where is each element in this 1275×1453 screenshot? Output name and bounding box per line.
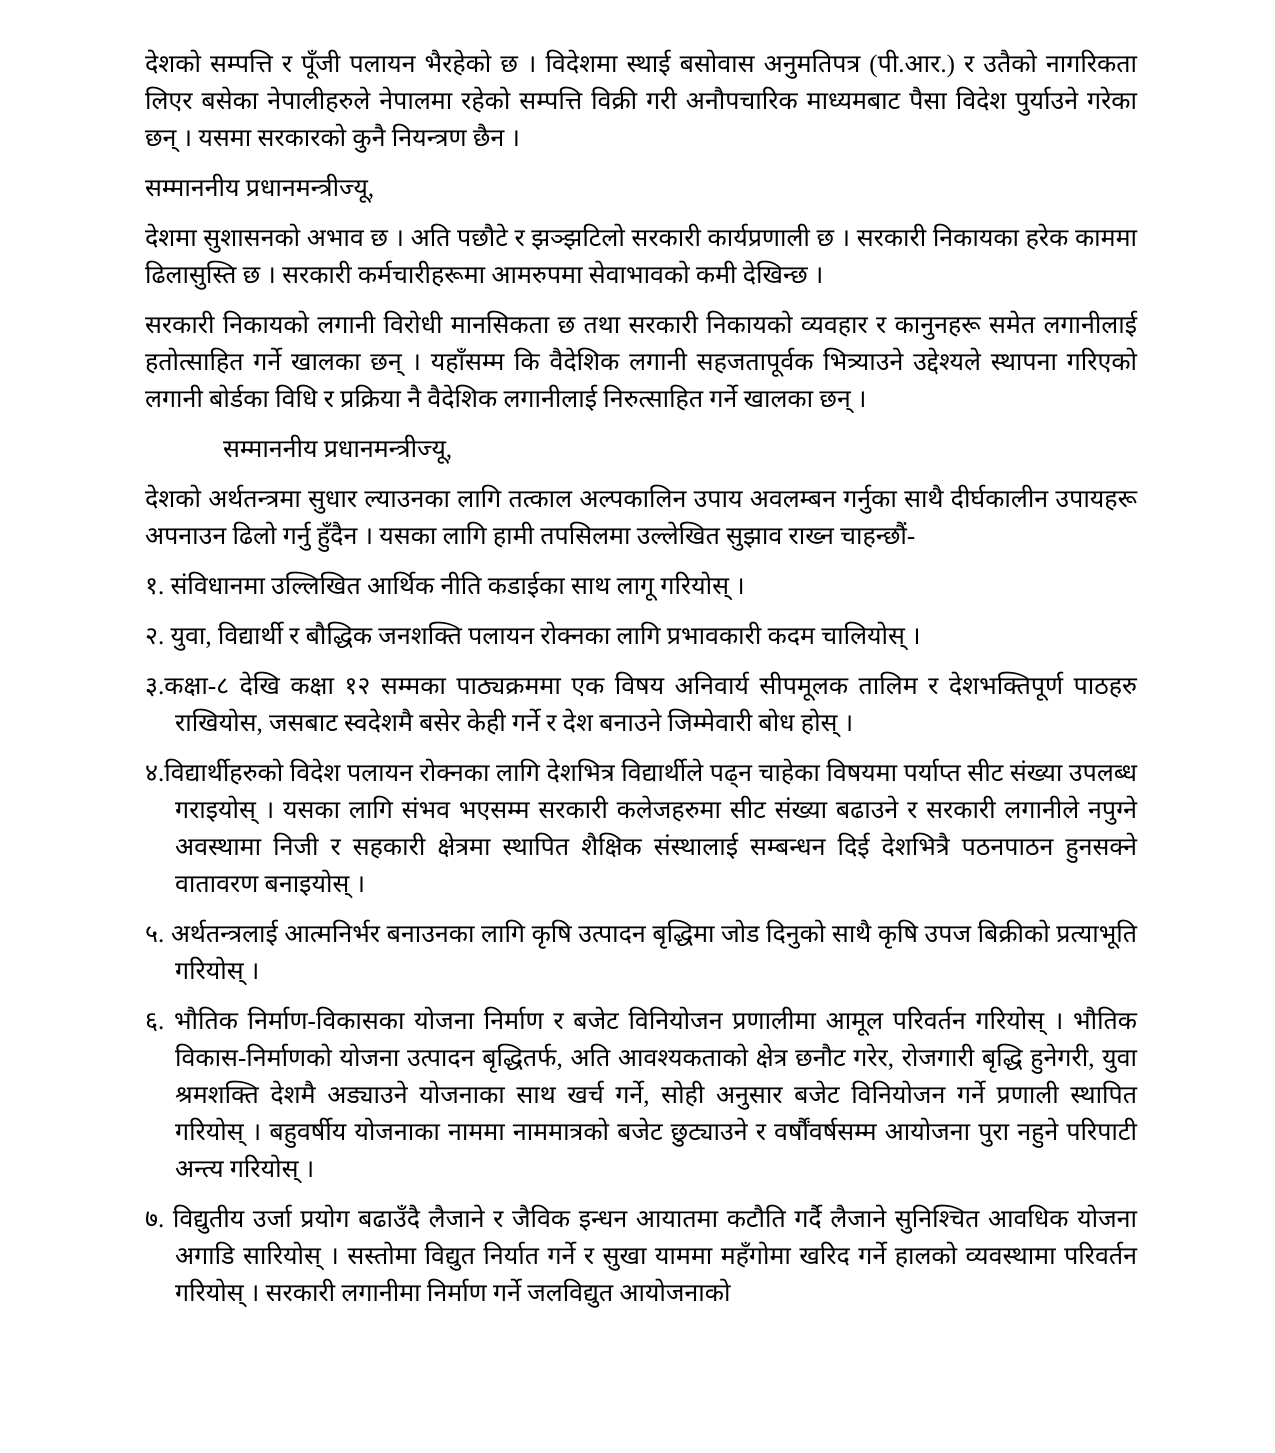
list-item-4-student-seats: ४.विद्यार्थीहरुको विदेश पलायन रोक्नका लागि देशभित्र विद्यार्थीले पढ्न चाहेका विषयमा पर्याप्त सीट संख्या उपलब्ध गराइयोस् । यसका लागि संभव भएसम्म सरकारी कलेजहरुमा सीट संख्या बढाउने र सरकारी लगानीले नपुग्ने अवस्थामा निजी र सहकारी क्षेत्रमा स्थापित शैक्षिक संस्थालाई सम्बन्धन दिई देशभित्रै पठनपाठन हुनसक्ने वातावरण बनाइयोस् । [145, 760, 1137, 898]
list-item-2-stop-brain-drain: २. युवा, विद्यार्थी र बौद्धिक जनशक्ति पलायन रोक्नका लागि प्रभावकारी कदम चालियोस् । [145, 623, 921, 650]
list-item-1-constitution-economic-policy: १. संविधानमा उल्लिखित आर्थिक नीति कडाईका साथ लागू गरियोस् । [145, 573, 745, 600]
list-item-3-curriculum-skill-training: ३.कक्षा-८ देखि कक्षा १२ सम्मका पाठ्यक्रममा एक विषय अनिवार्य सीपमूलक तालिम र देशभक्तिपूर्ण पाठहरु राखियोस, जसबाट स्वदेशमै बसेर केही गर्ने र देश बनाउने जिम्मेवारी बोध होस् । [145, 673, 1137, 737]
salutation-pm-1: सम्माननीय प्रधानमन्त्रीज्यू, [145, 175, 375, 202]
list-item-7-electric-energy: ७. विद्युतीय उर्जा प्रयोग बढाउँदै लैजाने र जैविक इन्धन आयातमा कटौति गर्दै लैजाने सुनिश्चित आवधिक योजना अगाडि सारियोस् । सस्तोमा विद्युत निर्यात गर्ने र सुखा याममा महँगोमा खरिद गर्ने हालको व्यवस्थामा परिवर्तन गरियोस् । सरकारी लगानीमा निर्माण गर्ने जलविद्युत आयोजनाको [145, 1206, 1137, 1307]
list-item-6-budget-allocation-reform: ६. भौतिक निर्माण-विकासका योजना निर्माण र बजेट विनियोजन प्रणालीमा आमूल परिवर्तन गरियोस् । भौतिक विकास-निर्माणको योजना उत्पादन बृद्धितर्फ, अति आवश्यकताको क्षेत्र छनौट गरेर, रोजगारी बृद्धि हुनेगरी, युवा श्रमशक्ति देशमै अड्याउने योजनाका साथ खर्च गर्ने, सोही अनुसार बजेट विनियोजन गर्ने प्रणाली स्थापित गरियोस् । बहुवर्षीय योजनाका नाममा नाममात्रको बजेट छुट्याउने र वर्षौंवर्षसम्म आयोजना पुरा नहुने परिपाटी अन्त्य गरियोस् । [145, 1008, 1137, 1183]
paragraph-capital-flight: देशको सम्पत्ति र पूँजी पलायन भैरहेको छ । विदेशमा स्थाई बसोवास अनुमतिपत्र (पी.आर.) र उतैको नागरिकता लिएर बसेका नेपालीहरुले नेपालमा रहेको सम्पत्ति विक्री गरी अनौपचारिक माध्यमबाट पैसा विदेश पुर्याउने गरेका छन् । यसमा सरकारको कुनै नियन्त्रण छैन । [145, 51, 1137, 152]
paragraph-economy-reform-intro: देशको अर्थतन्त्रमा सुधार ल्याउनका लागि तत्काल अल्पकालिन उपाय अवलम्बन गर्नुका साथै दीर्घकालीन उपायहरू अपनाउन ढिलो गर्नु हुँदैन । यसका लागि हामी तपसिलमा उल्लेखित सुझाव राख्न चाहन्छौं- [145, 486, 1137, 550]
paragraph-investment-board: सरकारी निकायको लगानी विरोधी मानसिकता छ तथा सरकारी निकायको व्यवहार र कानुनहरू समेत लगानीलाई हतोत्साहित गर्ने खालका छन् । यहाँसम्म कि वैदेशिक लगानी सहजतापूर्वक भित्र्याउने उद्देश्यले स्थापना गरिएको लगानी बोर्डका विधि र प्रक्रिया नै वैदेशिक लगानीलाई निरुत्साहित गर्ने खालका छन् । [145, 312, 1137, 413]
list-item-5-agriculture-self-reliance: ५. अर्थतन्त्रलाई आत्मनिर्भर बनाउनका लागि कृषि उत्पादन बृद्धिमा जोड दिनुको साथै कृषि उपज बिक्रीको प्रत्याभूति गरियोस् । [145, 921, 1137, 985]
paragraph-governance: देशमा सुशासनको अभाव छ । अति पछौटे र झञ्झटिलो सरकारी कार्यप्रणाली छ । सरकारी निकायका हरेक काममा ढिलासुस्ति छ । सरकारी कर्मचारीहरूमा आमरुपमा सेवाभावको कमी देखिन्छ । [145, 225, 1137, 289]
salutation-pm-2: सम्माननीय प्रधानमन्त्रीज्यू, [223, 436, 453, 463]
